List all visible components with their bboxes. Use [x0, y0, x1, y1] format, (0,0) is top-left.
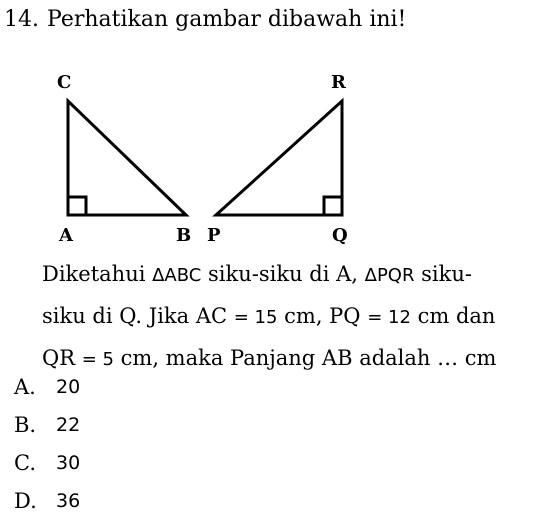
question-instruction: Perhatikan gambar dibawah ini! [47, 7, 407, 32]
option-value: 30 [56, 452, 81, 474]
vertex-label-q: Q [332, 225, 348, 246]
vertex-label-r: R [331, 72, 346, 93]
option-value: 36 [56, 490, 81, 512]
option-letter: C. [14, 451, 36, 475]
option-d[interactable] [14, 482, 80, 520]
option-a[interactable] [14, 368, 80, 406]
vertex-label-c: C [57, 72, 72, 93]
vertex-label-a: A [59, 225, 73, 246]
right-angle-marker-q [324, 197, 342, 215]
vertex-label-p: P [207, 225, 221, 246]
problem-line-1: Diketahui ΔABC siku-siku di A, ΔPQR siku- [42, 262, 472, 286]
problem-line-3: QR = 5 cm, maka Panjang AB adalah … cm [42, 346, 497, 370]
answer-options [14, 368, 80, 520]
option-letter: D. [14, 489, 37, 513]
question-number: 14. [4, 7, 39, 32]
problem-statement [42, 254, 547, 380]
vertex-label-b: B [176, 225, 192, 246]
option-letter: A. [14, 375, 36, 399]
problem-line-2: siku di Q. Jika AC = 15 cm, PQ = 12 cm dan [42, 304, 496, 328]
option-value: 20 [56, 376, 81, 398]
right-angle-marker-a [68, 197, 86, 215]
option-b[interactable] [14, 406, 80, 444]
option-value: 22 [56, 414, 81, 436]
option-letter: B. [14, 413, 37, 437]
option-c[interactable] [14, 444, 80, 482]
